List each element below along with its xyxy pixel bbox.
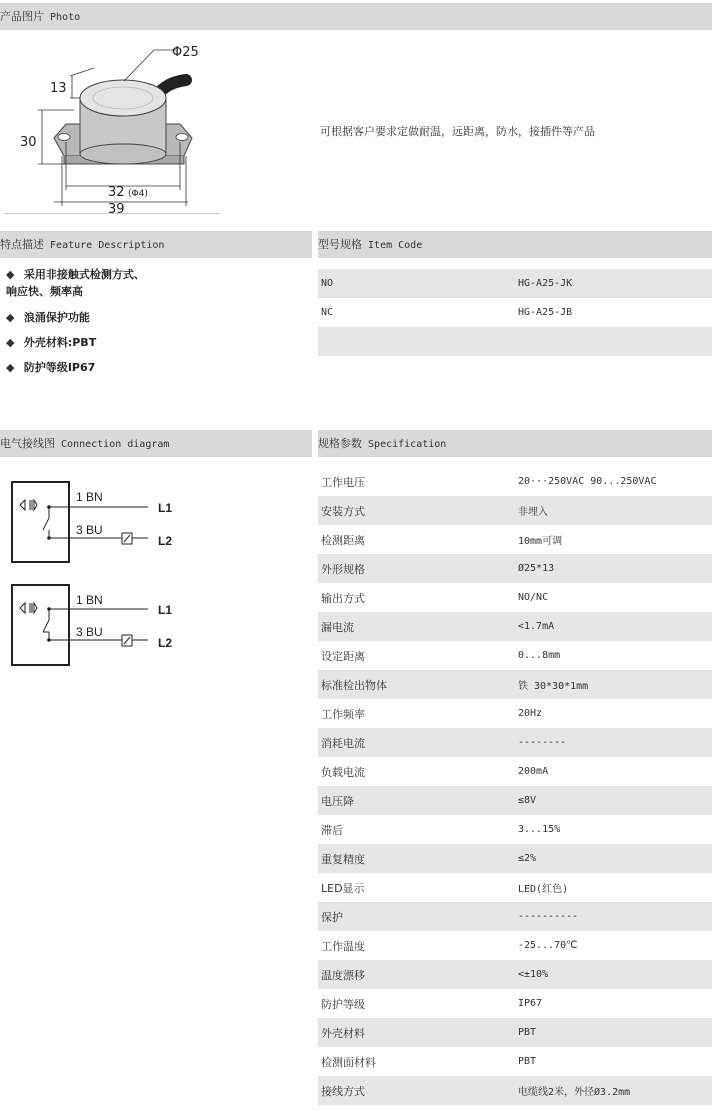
section-title-en: Connection diagram bbox=[61, 439, 170, 450]
spec-value: LED(红色) bbox=[518, 884, 569, 895]
spec-row bbox=[318, 554, 712, 583]
spec-key: 检测面材料 bbox=[321, 1055, 376, 1069]
spec-table bbox=[318, 467, 712, 1105]
section-title-en: Specification bbox=[368, 439, 447, 450]
item-type: NC bbox=[321, 307, 334, 318]
spec-row bbox=[318, 815, 712, 844]
spec-row bbox=[318, 989, 712, 1018]
spec-row bbox=[318, 844, 712, 873]
spec-row bbox=[318, 931, 712, 960]
spec-value: 200mA bbox=[518, 766, 549, 777]
spec-row bbox=[318, 583, 712, 612]
spec-key: 消耗电流 bbox=[321, 736, 365, 750]
spec-value: ---------- bbox=[518, 911, 579, 922]
spec-value: Ø25*13 bbox=[518, 563, 555, 574]
spec-key: 电压降 bbox=[321, 794, 354, 808]
spec-key: 外壳材料 bbox=[321, 1026, 365, 1040]
feature-text-continued: 响应快、频率高 bbox=[6, 285, 83, 298]
spec-row bbox=[318, 1076, 712, 1105]
spec-row bbox=[318, 757, 712, 786]
feature-text: 浪涌保护功能 bbox=[23, 311, 90, 324]
spec-key: 重复精度 bbox=[321, 852, 365, 866]
feature-text: 外壳材料:PBT bbox=[23, 336, 97, 349]
item-type: NO bbox=[321, 278, 334, 289]
spec-key: 漏电流 bbox=[321, 620, 354, 634]
spec-row bbox=[318, 786, 712, 815]
feature-item bbox=[6, 307, 306, 328]
spec-row bbox=[318, 612, 712, 641]
spec-key: 输出方式 bbox=[321, 591, 365, 605]
diamond-bullet-icon: ◆ bbox=[6, 336, 15, 349]
spec-value: 3...15% bbox=[518, 824, 561, 835]
spec-row bbox=[318, 670, 712, 699]
dim-hole: 32 bbox=[108, 185, 125, 200]
terminal-l2: L2 bbox=[158, 636, 173, 650]
wire-label-bu: 3 BU bbox=[76, 523, 103, 537]
spec-row bbox=[318, 873, 712, 902]
spec-value: IP67 bbox=[518, 998, 543, 1009]
item-code: HG-A25-JK bbox=[518, 278, 573, 289]
table-row bbox=[318, 298, 712, 327]
feature-text: 防护等级IP67 bbox=[23, 361, 96, 374]
feature-text: 采用非接触式检测方式、 bbox=[23, 268, 145, 281]
item-code: HG-A25-JB bbox=[518, 307, 573, 318]
diamond-bullet-icon: ◆ bbox=[6, 361, 15, 374]
spec-key: 检测距离 bbox=[321, 533, 365, 547]
dim-width: 39 bbox=[108, 202, 125, 214]
spec-key: 外形规格 bbox=[321, 562, 365, 576]
spec-value: PBT bbox=[518, 1027, 537, 1038]
wire-label-bn: 1 BN bbox=[76, 490, 103, 504]
spec-row bbox=[318, 525, 712, 554]
spec-row bbox=[318, 467, 712, 496]
section-title-zh: 型号规格 bbox=[318, 238, 362, 251]
section-header-spec bbox=[318, 430, 712, 457]
wire-label-bn: 1 BN bbox=[76, 593, 103, 607]
spec-row bbox=[318, 728, 712, 757]
spec-value: NO/NC bbox=[518, 592, 549, 603]
spec-key: 保护 bbox=[321, 910, 343, 924]
section-title-en: Feature Description bbox=[50, 240, 165, 251]
wire-label-bu: 3 BU bbox=[76, 625, 103, 639]
terminal-l1: L1 bbox=[158, 603, 173, 617]
spec-key: 温度漂移 bbox=[321, 968, 365, 982]
dim-diameter: Φ25 bbox=[172, 45, 199, 60]
spec-value: <1.7mA bbox=[518, 621, 555, 632]
spec-key: 设定距离 bbox=[321, 649, 365, 663]
spec-row bbox=[318, 699, 712, 728]
spec-key: 工作频率 bbox=[321, 707, 365, 721]
spec-key: LED显示 bbox=[321, 881, 365, 895]
section-header-connection bbox=[0, 430, 312, 457]
spec-row bbox=[318, 960, 712, 989]
section-title-en: Photo bbox=[50, 12, 81, 23]
spec-row bbox=[318, 902, 712, 931]
item-code-table bbox=[318, 269, 712, 356]
section-header-photo bbox=[0, 3, 712, 30]
wiring-diagram bbox=[8, 478, 198, 673]
spec-value: 10mm可调 bbox=[518, 536, 563, 547]
terminal-l1: L1 bbox=[158, 501, 173, 515]
product-drawing bbox=[4, 38, 220, 214]
diamond-bullet-icon: ◆ bbox=[6, 311, 15, 324]
spec-key: 接线方式 bbox=[321, 1084, 365, 1098]
dim-top: 13 bbox=[50, 81, 67, 96]
section-title-zh: 规格参数 bbox=[318, 437, 362, 450]
feature-item bbox=[6, 332, 306, 353]
spec-value: 非埋入 bbox=[518, 507, 548, 518]
section-title-zh: 产品图片 bbox=[0, 10, 44, 23]
diamond-bullet-icon: ◆ bbox=[6, 268, 15, 281]
spec-value: -25...70℃ bbox=[518, 940, 578, 951]
section-title-zh: 特点描述 bbox=[0, 238, 44, 251]
spec-key: 防护等级 bbox=[321, 997, 365, 1011]
spec-key: 安装方式 bbox=[321, 504, 365, 518]
feature-item bbox=[6, 264, 306, 285]
spec-key: 负载电流 bbox=[321, 765, 365, 779]
connection-diagram bbox=[8, 478, 198, 673]
spec-row bbox=[318, 1047, 712, 1076]
spec-row bbox=[318, 641, 712, 670]
spec-value: 20···250VAC 90...250VAC bbox=[518, 476, 657, 487]
spec-value: 铁 30*30*1mm bbox=[518, 681, 589, 692]
spec-value: PBT bbox=[518, 1056, 537, 1067]
dim-height: 30 bbox=[20, 135, 37, 150]
section-title-zh: 电气接线图 bbox=[0, 437, 55, 450]
spec-value: ≤8V bbox=[518, 795, 537, 806]
table-row bbox=[318, 327, 712, 356]
table-row bbox=[318, 269, 712, 298]
terminal-l2: L2 bbox=[158, 534, 173, 548]
section-title-en: Item Code bbox=[368, 240, 423, 251]
spec-key: 工作温度 bbox=[321, 939, 365, 953]
sensor-dimension-drawing bbox=[4, 38, 220, 214]
spec-value: 电缆线2米，外径Ø3.2mm bbox=[518, 1087, 631, 1098]
product-description: 可根据客户要求定做耐温，远距离，防水，接插件等产品 bbox=[320, 125, 595, 138]
spec-value: 20Hz bbox=[518, 708, 543, 719]
spec-value: 0...8mm bbox=[518, 650, 561, 661]
spec-row bbox=[318, 1018, 712, 1047]
section-header-feature bbox=[0, 231, 312, 258]
dim-hole-sub: (Φ4) bbox=[128, 189, 148, 199]
section-header-item-code bbox=[318, 231, 712, 258]
spec-key: 滞后 bbox=[321, 823, 343, 837]
spec-row bbox=[318, 496, 712, 525]
feature-list bbox=[6, 264, 306, 382]
spec-key: 标准检出物体 bbox=[321, 678, 387, 692]
feature-item bbox=[6, 357, 306, 378]
spec-value: <±10% bbox=[518, 969, 549, 980]
spec-value: -------- bbox=[518, 737, 567, 748]
spec-key: 工作电压 bbox=[321, 475, 365, 489]
spec-value: ≤2% bbox=[518, 853, 537, 864]
